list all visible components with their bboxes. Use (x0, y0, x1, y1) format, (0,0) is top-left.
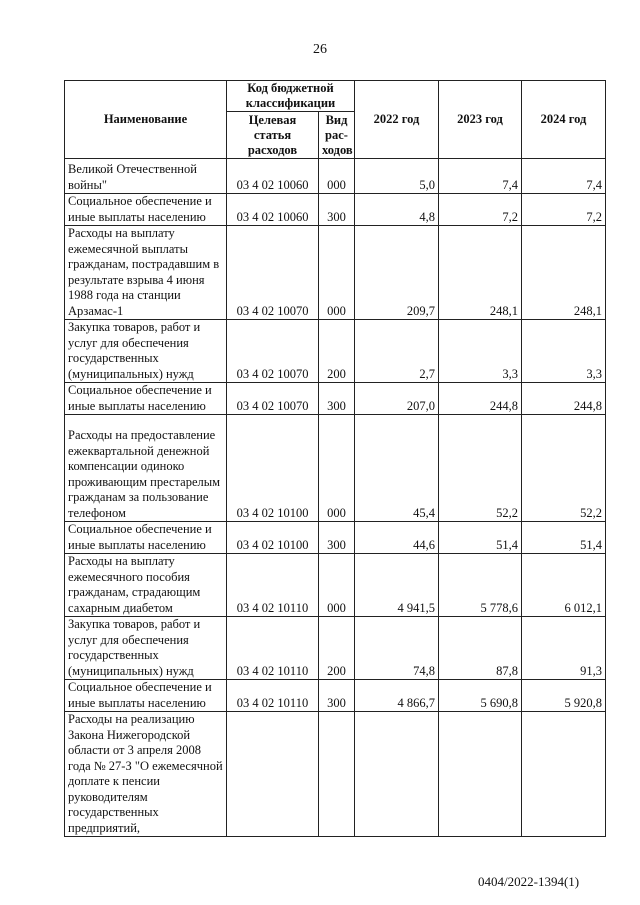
header-name: Наименование (65, 81, 227, 159)
row-2024: 6 012,1 (522, 554, 606, 617)
row-2022: 4,8 (355, 194, 439, 226)
row-name: Расходы на выплату ежемесячной выплаты гражданам, пострадавшим в результате взрыва 4 июня 1988 года на станции Арзамас-1 (65, 226, 227, 320)
row-2022: 4 941,5 (355, 554, 439, 617)
row-kind: 200 (319, 617, 355, 680)
row-name: Социальное обеспечение и иные выплаты населению (65, 194, 227, 226)
row-name: Великой Отечественной войны" (65, 159, 227, 194)
row-kind: 000 (319, 554, 355, 617)
document-code: 0404/2022-1394(1) (478, 874, 580, 889)
row-2023 (439, 712, 522, 837)
row-target: 03 4 02 10070 (227, 320, 319, 383)
header-2022: 2022 год (355, 81, 439, 159)
row-2022: 45,4 (355, 415, 439, 522)
row-target: 03 4 02 10060 (227, 159, 319, 194)
row-target: 03 4 02 10110 (227, 554, 319, 617)
header-code-group: Код бюджетной классификации (227, 81, 355, 112)
row-target: 03 4 02 10070 (227, 226, 319, 320)
row-2024: 91,3 (522, 617, 606, 680)
row-2023: 3,3 (439, 320, 522, 383)
row-2023: 51,4 (439, 522, 522, 554)
row-2024: 248,1 (522, 226, 606, 320)
table-row (65, 680, 606, 712)
row-2024 (522, 712, 606, 837)
row-2024: 7,2 (522, 194, 606, 226)
row-2023: 248,1 (439, 226, 522, 320)
row-2024: 7,4 (522, 159, 606, 194)
row-2023: 5 778,6 (439, 554, 522, 617)
row-name: Закупка товаров, работ и услуг для обеспечения государственных (муниципальных) нужд (65, 320, 227, 383)
row-2023: 244,8 (439, 383, 522, 415)
table-row (65, 226, 606, 320)
row-2024: 52,2 (522, 415, 606, 522)
row-2022: 4 866,7 (355, 680, 439, 712)
row-2022: 2,7 (355, 320, 439, 383)
header-target: Целевая статья расходов (227, 112, 319, 159)
table-row (65, 522, 606, 554)
row-name: Расходы на предоставление ежеквартальной денежной компенсации одиноко проживающим престарелым гражданам за пользование телефоном (65, 415, 227, 522)
row-name: Социальное обеспечение и иные выплаты населению (65, 680, 227, 712)
page-number: 26 (313, 42, 327, 57)
row-kind: 300 (319, 522, 355, 554)
row-target: 03 4 02 10110 (227, 680, 319, 712)
row-target: 03 4 02 10060 (227, 194, 319, 226)
row-target: 03 4 02 10100 (227, 522, 319, 554)
row-kind: 200 (319, 320, 355, 383)
table-row (65, 617, 606, 680)
row-kind: 000 (319, 226, 355, 320)
row-name: Расходы на реализацию Закона Нижегородской области от 3 апреля 2008 года № 27-З "О ежемесячной доплате к пенсии руководителям государственных предприятий, (65, 712, 227, 837)
row-kind: 300 (319, 680, 355, 712)
row-target (227, 712, 319, 837)
row-2024: 51,4 (522, 522, 606, 554)
header-2024: 2024 год (522, 81, 606, 159)
table-row (65, 554, 606, 617)
table-row (65, 320, 606, 383)
row-2022: 209,7 (355, 226, 439, 320)
row-2022: 5,0 (355, 159, 439, 194)
table-row (65, 383, 606, 415)
row-2023: 7,4 (439, 159, 522, 194)
row-2023: 7,2 (439, 194, 522, 226)
table-row (65, 712, 606, 837)
header-kind: Вид рас-ходов (319, 112, 355, 159)
row-name: Закупка товаров, работ и услуг для обеспечения государственных (муниципальных) нужд (65, 617, 227, 680)
row-2023: 87,8 (439, 617, 522, 680)
row-2023: 52,2 (439, 415, 522, 522)
row-2024: 5 920,8 (522, 680, 606, 712)
row-2024: 244,8 (522, 383, 606, 415)
row-2022: 207,0 (355, 383, 439, 415)
row-kind: 300 (319, 383, 355, 415)
budget-table (64, 80, 606, 837)
row-target: 03 4 02 10070 (227, 383, 319, 415)
table-row (65, 194, 606, 226)
row-kind: 000 (319, 159, 355, 194)
row-name: Социальное обеспечение и иные выплаты населению (65, 522, 227, 554)
table-row (65, 415, 606, 522)
header-2023: 2023 год (439, 81, 522, 159)
row-name: Социальное обеспечение и иные выплаты населению (65, 383, 227, 415)
row-name: Расходы на выплату ежемесячного пособия гражданам, страдающим сахарным диабетом (65, 554, 227, 617)
row-2022: 44,6 (355, 522, 439, 554)
row-2022: 74,8 (355, 617, 439, 680)
row-kind (319, 712, 355, 837)
row-2024: 3,3 (522, 320, 606, 383)
row-2022 (355, 712, 439, 837)
row-target: 03 4 02 10100 (227, 415, 319, 522)
row-kind: 300 (319, 194, 355, 226)
row-2023: 5 690,8 (439, 680, 522, 712)
table-row (65, 159, 606, 194)
row-target: 03 4 02 10110 (227, 617, 319, 680)
row-kind: 000 (319, 415, 355, 522)
